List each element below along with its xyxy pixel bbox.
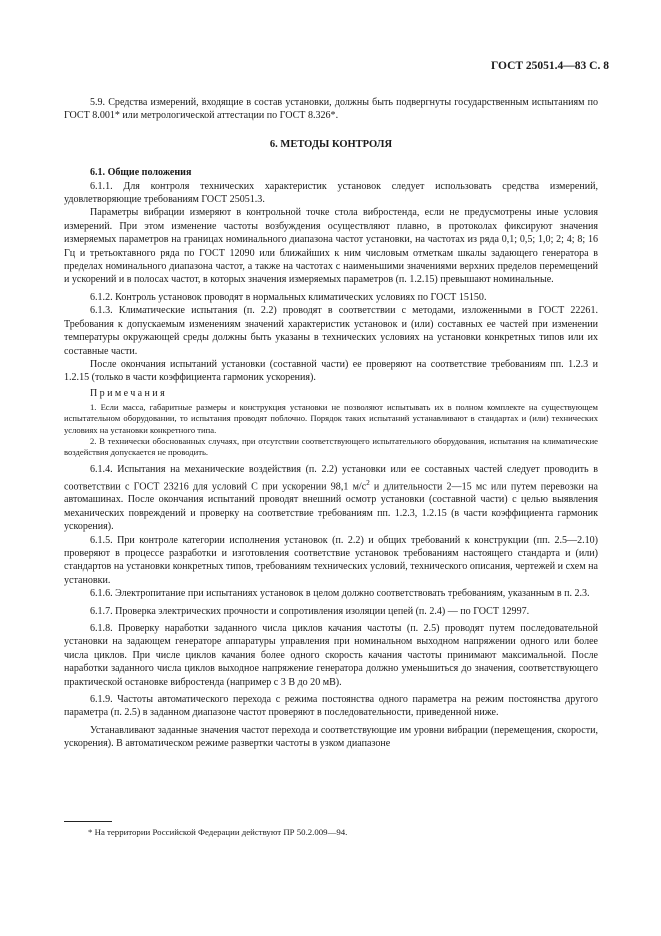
page-header: ГОСТ 25051.4—83 С. 8 [490, 60, 609, 72]
footnote-divider [64, 821, 112, 822]
notes-heading: Примечания [90, 387, 168, 399]
clause-6-1-7: 6.1.7. Проверка электрических прочности и сопротивления изоляции цепей (п. 2.4) — по ГОСТ 12997. [90, 605, 530, 617]
clause-6-1-4-part-a: 6.1.4. Испытания на механические воздействия (п. 2.2) установки или ее составных частей следует проводить в соответствии с ГОСТ 23216 для условий С при ускорении 98,1 м/с [64, 464, 598, 492]
note-1: 1. Если масса, габаритные размеры и конструкция установки не позволяют испытывать их в полном комплекте на существующем испытательном оборудовании, то испытания проводят поблочно. Порядок таких испытаний устанавливают в стандартах и (или) технических условиях на установки конкретного типа. [64, 402, 598, 435]
clause-6-1-9: 6.1.9. Частоты автоматического перехода с режима постоянства одного параметра на режим постоянства другого параметра (п. 2.5) в заданном диапазоне частот проверяют в последовательности, приведенной ниже. [64, 693, 598, 719]
paragraph-vibration: Параметры вибрации измеряют в контрольной точке стола вибростенда, если не предусмотрены иные условия измерений. При этом изменение частоты возбуждения осуществляют плавно, в протоколах фиксируют значения измеряемых параметров на границах номинального диапазона частот установки, на частотах из ряда 0,1; 0,5; 1,0; 2; 4; 8; 16 Гц и третьоктавного ряда по ГОСТ 12090 или ближайших к ним числовым отметкам шкалы задающего генератора в пределах номинального диапазона частот, а также на частотах с наименьшими значениями верхних пределов перемещений и ускорений и в полосах частот, в которых значения измеряемых параметров (п. 1.2.15) превышают номинальные. [64, 207, 598, 286]
document-body [64, 96, 598, 751]
clause-6-1-1: 6.1.1. Для контроля технических характеристик установок следует использовать средства измерений, удовлетворяющие требованиям ГОСТ 25051.3. [64, 180, 598, 206]
footnote: * На территории Российской Федерации действуют ПР 50.2.009—94. [88, 827, 348, 837]
clause-6-1-6: 6.1.6. Электропитание при испытаниях установок в целом должно соответствовать требованиям, указанным в п. 2.3. [90, 588, 590, 600]
clause-6-1-3: 6.1.3. Климатические испытания (п. 2.2) проводят в соответствии с методами, изложенными в ГОСТ 22261. Требования к допускаемым изменениям значений характеристик установок и (или) составных ее частей при изменении температуры окружающей среды должны быть указаны в технических условиях на установки конкретных типов или их составные части. [64, 305, 598, 357]
clause-6-1-4-part-b: и длительности 2—15 мс или путем перевозки на автомашинах. После окончания испытаний проводят внешний осмотр установки (составной части) с целью выявления механических повреждений и проверку на соответствие требованиям пп. 1.2.3, 1.2.15 (в части коэффициента гармоник ускорения). [64, 480, 598, 533]
subsection-title: 6.1. Общие положения [90, 167, 192, 179]
paragraph-after-climate: После окончания испытаний установки (составной части) ее проверяют на соответствие требованиям пп. 1.2.3 и 1.2.15 (только в части коэффициента гармоник ускорения). [64, 358, 598, 384]
paragraph-last: Устанавливают заданные значения частот перехода и соответствующие им уровни вибрации (перемещения, скорости, ускорения). В автоматическом режиме развертки частоты в узком диапазоне [64, 724, 598, 750]
clause-6-1-5: 6.1.5. При контроле категории исполнения установок (п. 2.2) и общих требований к конструкции (пп. 2.5—2.10) проверяют в процессе разработки и изготовления соответствие установок требованиям настоящего стандарта и (или) стандартов на установки конкретных типов, требованиям технических условий, технического описания, чертежей и схем на установки. [64, 534, 598, 586]
clause-5-9: 5.9. Средства измерений, входящие в состав установки, должны быть подвергнуты государственным испытаниям по ГОСТ 8.001* или метрологической аттестации по ГОСТ 8.326*. [64, 97, 598, 122]
clause-6-1-2: 6.1.2. Контроль установок проводят в нормальных климатических условиях по ГОСТ 15150. [90, 291, 487, 303]
clause-6-1-4-superscript: 2 [366, 478, 370, 487]
clause-6-1-4 [64, 463, 598, 533]
note-2: 2. В технически обоснованных случаях, при отсутствии соответствующего испытательного оборудования, испытания на климатические воздействия допускается не проводить. [64, 435, 598, 457]
clause-6-1-8: 6.1.8. Проверку наработки заданного числа циклов качания частоты (п. 2.5) проводят путем последовательной установки на задающем генераторе аппаратуры управления при номинальном выходном напряжении одного или более числа циклов. При числе циклов качания более одного скорость качания частоты принимают максимальной. После наработки заданного числа циклов выходное напряжение генератора должно уменьшиться до значения, соответствующего практической остановке вибростенда (например с 3 В до 20 мВ). [64, 622, 598, 688]
section-title: 6. МЕТОДЫ КОНТРОЛЯ [269, 138, 393, 150]
